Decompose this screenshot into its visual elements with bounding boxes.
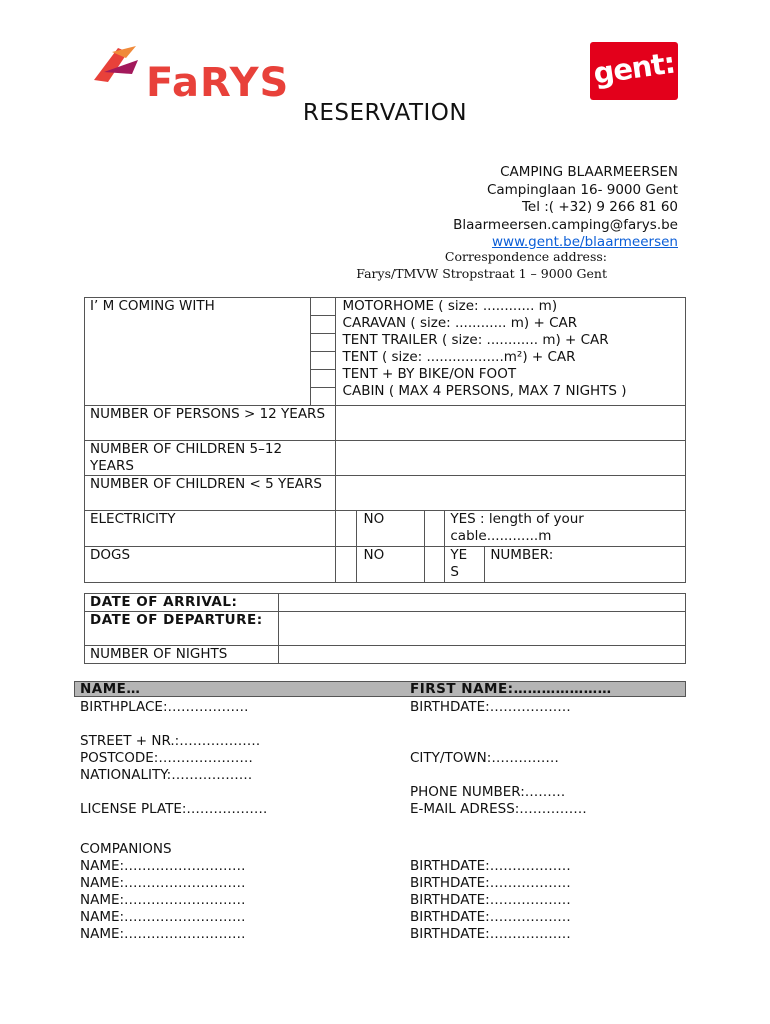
- option-tent: TENT ( size: ..................m²) + CAR: [342, 349, 576, 365]
- city-field[interactable]: CITY/TOWN:……………: [410, 750, 559, 766]
- farys-logo: [92, 44, 302, 104]
- dogs-no-cell[interactable]: [335, 547, 425, 583]
- postcode-field[interactable]: POSTCODE:…………………: [80, 750, 253, 766]
- page-title: RESERVATION: [302, 100, 468, 126]
- nationality-field[interactable]: NATIONALITY:………………: [80, 767, 253, 783]
- option-tent-bike: TENT + BY BIKE/ON FOOT: [342, 366, 517, 382]
- option-tent-trailer: TENT TRAILER ( size: ............ m) + CAR: [342, 332, 609, 348]
- companion-birthdate-3[interactable]: BIRTHDATE:………………: [410, 892, 571, 908]
- electricity-yes-checkbox[interactable]: [425, 511, 445, 547]
- companion-birthdate-4[interactable]: BIRTHDATE:………………: [410, 909, 571, 925]
- checkbox-motorhome[interactable]: [311, 298, 335, 316]
- nights-label: NUMBER OF NIGHTS: [85, 646, 279, 664]
- email-field[interactable]: E-MAIL ADRESS:……………: [410, 801, 587, 817]
- address-block: [453, 164, 678, 252]
- children-under-5-label: NUMBER OF CHILDREN < 5 YEARS: [85, 476, 336, 511]
- camping-email[interactable]: Blaarmeersen.camping@farys.be: [453, 216, 678, 233]
- companion-birthdate-2[interactable]: BIRTHDATE:………………: [410, 875, 571, 891]
- dates-table: [84, 593, 686, 664]
- companion-birthdate-5[interactable]: BIRTHDATE:………………: [410, 926, 571, 942]
- companions-heading: COMPANIONS: [80, 841, 172, 857]
- coming-with-label: I’ M COMING WITH: [85, 298, 311, 406]
- option-caravan: CARAVAN ( size: ............ m) + CAR: [342, 315, 578, 331]
- checkbox-caravan[interactable]: [311, 316, 335, 334]
- name-label[interactable]: NAME…: [80, 681, 141, 697]
- dogs-no-label: NO: [363, 547, 385, 563]
- companion-birthdate-1[interactable]: BIRTHDATE:………………: [410, 858, 571, 874]
- birthdate-field[interactable]: BIRTHDATE:………………: [410, 699, 571, 715]
- camping-website-link[interactable]: www.gent.be/blaarmeersen: [491, 234, 678, 250]
- birthplace-field[interactable]: BIRTHPLACE:………………: [80, 699, 249, 715]
- children-under-5-input[interactable]: [335, 476, 685, 511]
- dogs-yes-label: YE S: [445, 547, 485, 583]
- first-name-label[interactable]: FIRST NAME:…………………: [410, 681, 612, 697]
- booking-table: [84, 297, 686, 583]
- camping-name: CAMPING BLAARMEERSEN: [500, 164, 678, 180]
- electricity-label: ELECTRICITY: [85, 511, 336, 547]
- dogs-no-checkbox[interactable]: [336, 547, 357, 582]
- arrival-input[interactable]: [278, 594, 685, 612]
- electricity-no-cell[interactable]: [335, 511, 425, 547]
- electricity-no-label: NO: [363, 511, 385, 527]
- arrival-label: DATE OF ARRIVAL:: [85, 594, 279, 612]
- persons-label: NUMBER OF PERSONS > 12 YEARS: [85, 406, 336, 441]
- checkbox-tent-trailer[interactable]: [311, 334, 335, 352]
- phone-field[interactable]: PHONE NUMBER:………: [410, 784, 566, 800]
- electricity-no-checkbox[interactable]: [336, 511, 357, 546]
- checkbox-cabin[interactable]: [311, 388, 335, 405]
- companion-name-5[interactable]: NAME:………………………: [80, 926, 246, 942]
- children-5-12-label: NUMBER OF CHILDREN 5–12 YEARS: [85, 441, 336, 476]
- companion-name-3[interactable]: NAME:………………………: [80, 892, 246, 908]
- electricity-yes-label: YES : length of your cable............m: [445, 511, 686, 547]
- svg-text:FaRYS: FaRYS: [146, 60, 290, 104]
- gent-logo: [590, 42, 678, 100]
- option-motorhome: MOTORHOME ( size: ............ m): [342, 298, 558, 314]
- companion-name-2[interactable]: NAME:………………………: [80, 875, 246, 891]
- street-field[interactable]: STREET + NR.:………………: [80, 733, 261, 749]
- license-plate-field[interactable]: LICENSE PLATE:………………: [80, 801, 268, 817]
- dogs-label: DOGS: [85, 547, 336, 583]
- companion-name-1[interactable]: NAME:………………………: [80, 858, 246, 874]
- dogs-yes-checkbox[interactable]: [425, 547, 445, 583]
- option-list: [335, 298, 685, 406]
- camping-tel: Tel :( +32) 9 266 81 60: [521, 199, 678, 215]
- dogs-number-label: NUMBER:: [485, 547, 686, 583]
- option-cabin: CABIN ( MAX 4 PERSONS, MAX 7 NIGHTS ): [342, 383, 627, 399]
- companion-name-4[interactable]: NAME:………………………: [80, 909, 246, 925]
- children-5-12-input[interactable]: [335, 441, 685, 476]
- checkbox-tent[interactable]: [311, 352, 335, 370]
- camping-street: Campinglaan 16- 9000 Gent: [486, 181, 678, 198]
- persons-input[interactable]: [335, 406, 685, 441]
- departure-label: DATE OF DEPARTURE:: [85, 612, 279, 646]
- correspondence-label: Correspondence address:: [444, 249, 607, 264]
- checkbox-tent-bike[interactable]: [311, 370, 335, 388]
- gent-logo-text: gent:: [591, 45, 677, 91]
- option-checkboxes[interactable]: [310, 298, 335, 406]
- correspondence-address: Farys/TMVW Stropstraat 1 – 9000 Gent: [356, 266, 607, 281]
- nights-input[interactable]: [278, 646, 685, 664]
- departure-input[interactable]: [278, 612, 685, 646]
